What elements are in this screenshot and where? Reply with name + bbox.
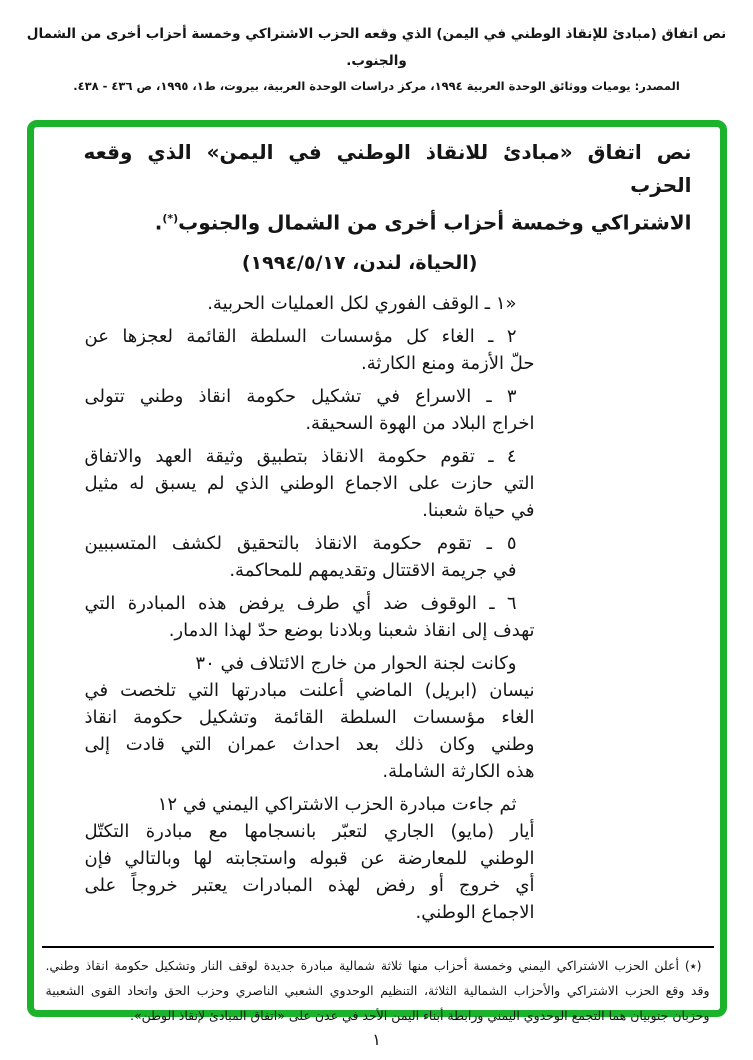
paragraph-1-line-3: الغاء مؤسسات السلطة القائمة وتشكيل حكومة انقاذ xyxy=(84,706,535,728)
point-3-line-1: ٣ ـ الاسراع في تشكيل حكومة انقاذ وطني تتولى xyxy=(84,385,517,407)
point-1 xyxy=(85,290,535,317)
point-4-line-1: ٤ ـ تقوم حكومة الانقاذ بتطبيق وثيقة العهد والاتفاق xyxy=(84,445,517,467)
point-2-line-1: ٢ ـ الغاء كل مؤسسات السلطة القائمة لعجزها عن xyxy=(84,325,517,347)
point-3-line-2: اخراج البلاد من الهوة السحيقة. xyxy=(305,412,535,434)
page-header xyxy=(0,0,753,98)
header-title-line-2: والجنوب. xyxy=(346,53,407,69)
footnote-line-2: وقد وقع الحزب الاشتراكي والأحزاب الشمالية الثلاثة، التنظيم الوحدوي الشعبي الناصري وحزب الحق واتحاد القوى الشعبية xyxy=(45,982,710,998)
document-title-line-2 xyxy=(84,202,692,240)
header-title-line-1: نص اتفاق (مبادئ للإنقاذ الوطني في اليمن) الذي وقعه الحزب الاشتراكي وخمسة أحزاب أخرى من الشمال xyxy=(26,26,727,42)
document-title xyxy=(84,136,692,240)
point-4 xyxy=(85,443,535,524)
footnote xyxy=(46,953,710,1028)
point-6-line-2: تهدف إلى انقاذ شعبنا وبلادنا بوضع حدّ لهذا الدمار. xyxy=(168,619,535,641)
point-6-line-1: ٦ ـ الوقوف ضد أي طرف يرفض هذه المبادرة التي xyxy=(84,592,517,614)
paragraph-2-line-4: أي خروج أو رفض لهذه المبادرات يعتبر خروجاً على xyxy=(84,874,535,896)
paragraph-1 xyxy=(85,650,535,785)
document-title-line-1: نص اتفاق «مبادئ للانقاذ الوطني في اليمن» الذي وقعه الحزب xyxy=(83,140,692,197)
paragraph-1-line-4: وطني وكان ذلك بعد احداث عمران التي قادت إلى xyxy=(84,733,535,755)
paragraph-1-line-2: نيسان (ابريل) الماضي أعلنت مبادرتها التي تلخصت في xyxy=(84,679,535,701)
point-3 xyxy=(85,383,535,437)
document-title-line-2-text: الاشتراكي وخمسة أحزاب أخرى من الشمال والجنوب xyxy=(178,210,692,235)
paragraph-1-line-5: هذه الكارثة الشاملة. xyxy=(382,760,535,782)
title-footnote-marker: (*) xyxy=(162,212,179,225)
paragraph-2 xyxy=(85,791,535,926)
page-number: ١ xyxy=(372,1030,381,1049)
dateline: (الحياة، لندن، ١٩٩٤/٥/١٧) xyxy=(241,251,478,274)
paragraph-2-line-5: الاجماع الوطني. xyxy=(415,901,535,923)
footnote-line-3: وحزبان جنوبيان هما التجمع الوحدوي اليمني ورابطة أبناء اليمن الأحد في عدن على «اتفاق المبادئ لإنقاذ الوطن». xyxy=(129,1007,710,1023)
document-box xyxy=(27,120,727,1023)
footnote-separator xyxy=(42,946,714,948)
paragraph-1-line-1: وكانت لجنة الحوار من خارج الائتلاف في ٣٠ xyxy=(195,652,517,674)
point-6 xyxy=(85,590,535,644)
footnote-line-1: (٭) أعلن الحزب الاشتراكي اليمني وخمسة أحزاب منها ثلاثة شمالية مبادرة جديدة لوقف النار وتشكيل حكومة انقاذ وطني. xyxy=(45,957,702,973)
paragraph-2-line-1: ثم جاءت مبادرة الحزب الاشتراكي اليمني في ١٢ xyxy=(157,793,517,815)
point-5-line-2: في جريمة الاقتتال وتقديمهم للمحاكمة. xyxy=(229,559,517,581)
point-2 xyxy=(85,323,535,377)
point-5 xyxy=(85,530,535,584)
point-1-line-1: «١ ـ الوقف الفوري لكل العمليات الحربية. xyxy=(207,292,517,314)
point-5-line-1: ٥ ـ تقوم حكومة الانقاذ بالتحقيق لكشف المتسببين xyxy=(84,532,517,554)
paragraph-2-line-2: أيار (مايو) الجاري لتعبّر بانسجامها مع مبادرة التكتّل xyxy=(84,820,535,842)
point-2-line-2: حلّ الأزمة ومنع الكارثة. xyxy=(360,352,535,374)
point-4-line-3: في حياة شعبنا. xyxy=(422,499,535,521)
header-source-line: المصدر: يوميات ووثائق الوحدة العربية ١٩٩٤، مركز دراسات الوحدة العربية، بيروت، ط١، ١٩٩٥، ص ٤٣٦ - ٤٣٨. xyxy=(73,79,680,93)
body-column xyxy=(85,290,535,926)
paragraph-2-line-3: الوطني للمعارضة عن قبوله واستجابته لها وبالتالي فإن xyxy=(84,847,535,869)
point-4-line-2: التي حازت على الاجماع الوطني الذي لم يسبق له مثيل xyxy=(84,472,535,494)
title-period: . xyxy=(154,210,163,235)
